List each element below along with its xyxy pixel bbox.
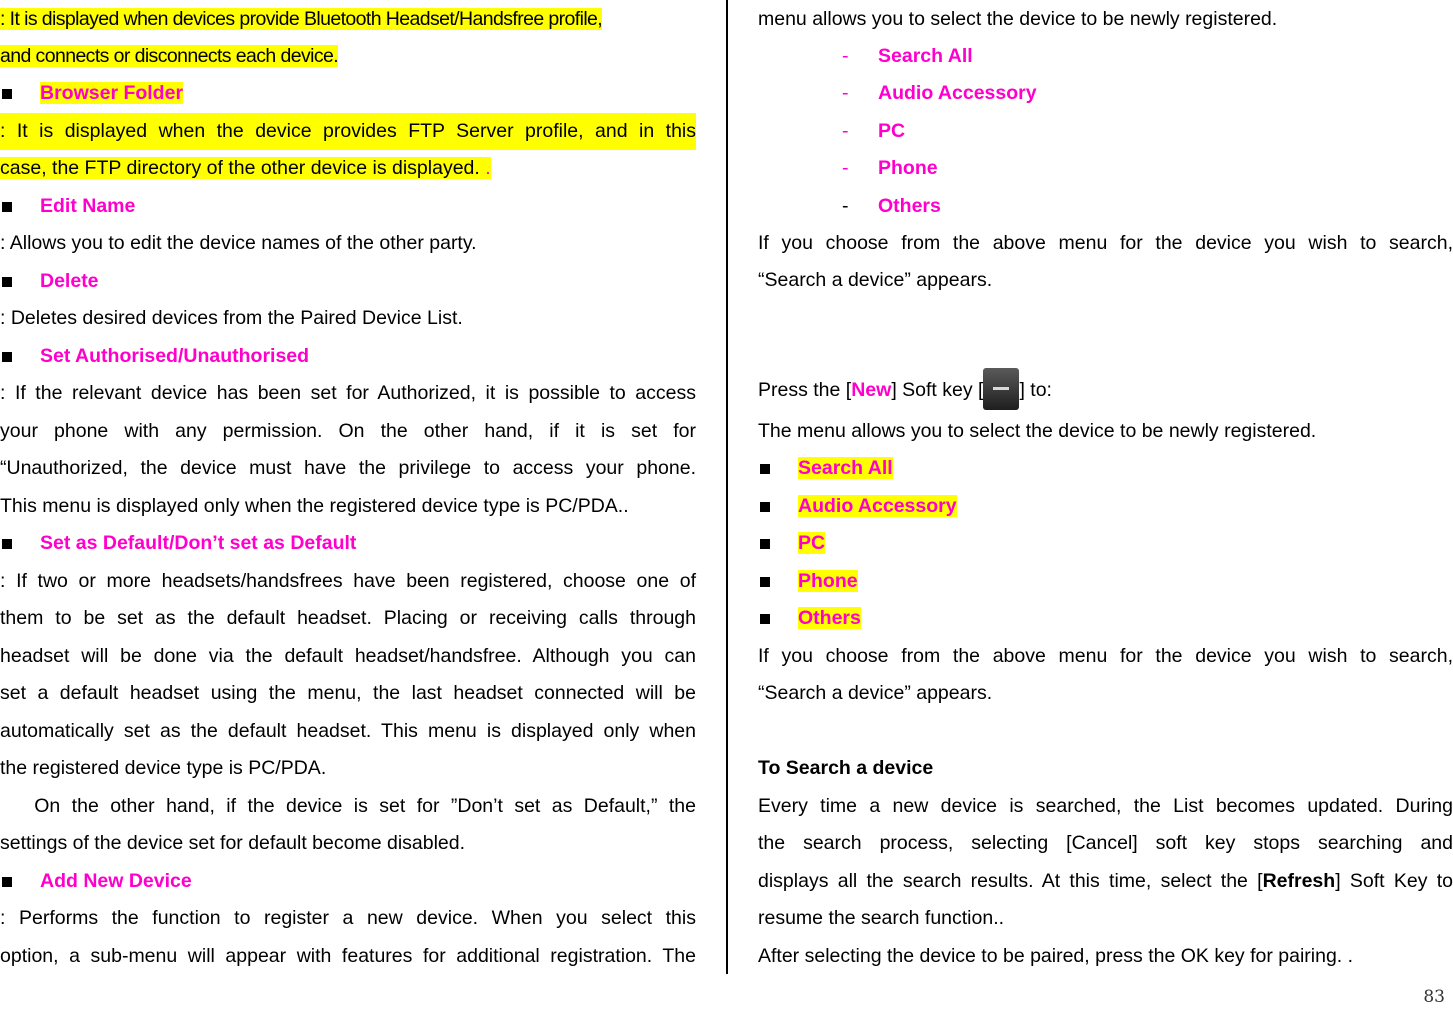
bullet-item bbox=[758, 600, 1453, 637]
dash-item bbox=[842, 188, 1453, 225]
dash-item bbox=[842, 150, 1453, 187]
to-search-line: the search process, selecting [Cancel] soft key stops searching and bbox=[758, 832, 1453, 854]
bullet-item-label: Phone bbox=[798, 570, 858, 592]
refresh-key-label: Refresh bbox=[1262, 870, 1336, 892]
bullet-item-label: Audio Accessory bbox=[798, 495, 957, 517]
section-title: Set Authorised/Unauthorised bbox=[40, 345, 310, 367]
set-default-desc-line: : If two or more headsets/handsfrees have been registered, choose one of bbox=[0, 570, 696, 592]
section-title: Delete bbox=[40, 270, 99, 292]
section-title: Browser Folder bbox=[40, 82, 184, 104]
bluetooth-headset-desc-line: and connects or disconnects each device. bbox=[0, 45, 339, 67]
set-default-desc-line: them to be set as the default headset. Placing or receiving calls through bbox=[0, 607, 696, 629]
browser-folder-desc-line: case, the FTP directory of the other device is displayed. bbox=[0, 157, 480, 179]
to-search-line-before: displays all the search results. At this time, select the [ bbox=[758, 870, 1263, 892]
square-bullet-icon bbox=[2, 877, 12, 887]
set-default-desc-line: automatically set as the default headset. This menu is displayed only when bbox=[0, 720, 696, 742]
square-bullet-icon bbox=[760, 539, 770, 549]
to-search-line: After selecting the device to be paired, press the OK key for pairing. . bbox=[758, 945, 1354, 967]
dash-item bbox=[842, 113, 1453, 150]
dash-item-label: Phone bbox=[878, 157, 938, 179]
press-new-line bbox=[758, 368, 1453, 405]
bluetooth-headset-desc-cont bbox=[0, 38, 696, 75]
new-key-label: New bbox=[851, 379, 892, 401]
square-bullet-icon bbox=[760, 614, 770, 624]
menu-intro: menu allows you to select the device to be newly registered. bbox=[758, 8, 1278, 30]
add-new-device-desc-line: : Performs the function to register a new device. When you select this bbox=[0, 907, 696, 929]
trailing-period: . bbox=[485, 157, 491, 179]
to-search-line-after: ] Soft Key to bbox=[1335, 870, 1453, 892]
dash-item-label: Audio Accessory bbox=[878, 82, 1037, 104]
dash-marker: - bbox=[842, 120, 849, 142]
to-search-line: Every time a new device is searched, the List becomes updated. During bbox=[758, 795, 1453, 817]
dash-marker: - bbox=[842, 157, 849, 179]
square-bullet-icon bbox=[2, 202, 12, 212]
set-default-desc-line: headset will be done via the default headset/handsfree. Although you can bbox=[0, 645, 696, 667]
dash-marker: - bbox=[842, 195, 849, 217]
press-new-before: Press the [ bbox=[758, 379, 852, 401]
search-note: If you choose from the above menu for the device you wish to search, bbox=[758, 232, 1453, 254]
square-bullet-icon bbox=[760, 502, 770, 512]
bluetooth-headset-desc bbox=[0, 1, 696, 38]
set-authorised-desc-line: This menu is displayed only when the registered device type is PC/PDA.. bbox=[0, 495, 629, 517]
column-divider bbox=[726, 0, 728, 974]
bullet-item bbox=[758, 563, 1453, 600]
section-title: Edit Name bbox=[40, 195, 136, 217]
square-bullet-icon bbox=[2, 89, 12, 99]
bullet-item-label: PC bbox=[798, 532, 826, 554]
dash-item-label: PC bbox=[878, 120, 906, 142]
dash-item bbox=[842, 75, 1453, 112]
browser-folder-desc-cont bbox=[0, 150, 696, 187]
dash-marker: - bbox=[842, 82, 849, 104]
bullet-item bbox=[758, 525, 1453, 562]
browser-folder-desc: : It is displayed when the device provides FTP Server profile, and in this bbox=[0, 113, 696, 150]
square-bullet-icon bbox=[2, 277, 12, 287]
add-new-device-desc-line: option, a sub-menu will appear with features for additional registration. The bbox=[0, 945, 696, 967]
menu-intro-2: The menu allows you to select the device to be newly registered. bbox=[758, 420, 1317, 442]
section-add-new-device bbox=[0, 863, 696, 900]
search-note-2-cont: “Search a device” appears. bbox=[758, 682, 993, 704]
edit-name-desc: : Allows you to edit the device names of the other party. bbox=[0, 232, 477, 254]
section-set-authorised bbox=[0, 338, 696, 375]
square-bullet-icon bbox=[2, 352, 12, 362]
set-default-desc-line: On the other hand, if the device is set for ”Don’t set as Default,” the bbox=[0, 795, 696, 817]
delete-desc: : Deletes desired devices from the Paired Device List. bbox=[0, 307, 463, 329]
section-browser-folder bbox=[0, 75, 696, 112]
to-search-line bbox=[758, 863, 1453, 900]
search-note-2: If you choose from the above menu for the device you wish to search, bbox=[758, 645, 1453, 667]
bullet-item bbox=[758, 488, 1453, 525]
dash-marker: - bbox=[842, 45, 849, 67]
dash-item-label: Search All bbox=[878, 45, 973, 67]
set-default-desc-line: set a default headset using the menu, the last headset connected will be bbox=[0, 682, 696, 704]
dash-item-label: Others bbox=[878, 195, 941, 217]
section-title: Set as Default/Don’t set as Default bbox=[40, 532, 357, 554]
bullet-item bbox=[758, 450, 1453, 487]
square-bullet-icon bbox=[760, 464, 770, 474]
new-softkey-icon bbox=[983, 368, 1019, 410]
set-default-desc-line: the registered device type is PC/PDA. bbox=[0, 757, 327, 779]
section-delete bbox=[0, 263, 696, 300]
section-set-default bbox=[0, 525, 696, 562]
bluetooth-headset-desc-line: : It is displayed when devices provide Bluetooth Headset/Handsfree profile, bbox=[0, 8, 603, 30]
section-title: Add New Device bbox=[40, 870, 192, 892]
square-bullet-icon bbox=[760, 577, 770, 587]
square-bullet-icon bbox=[2, 539, 12, 549]
to-search-heading: To Search a device bbox=[758, 757, 934, 779]
set-authorised-desc-line: “Unauthorized, the device must have the privilege to access your phone. bbox=[0, 457, 696, 479]
press-new-middle: ] Soft key [ bbox=[891, 379, 984, 401]
to-search-line: resume the search function.. bbox=[758, 907, 1005, 929]
press-new-after: ] to: bbox=[1019, 379, 1052, 401]
set-authorised-desc-line: : If the relevant device has been set for Authorized, it is possible to access bbox=[0, 382, 696, 404]
dash-item bbox=[842, 38, 1453, 75]
search-note-cont: “Search a device” appears. bbox=[758, 269, 993, 291]
set-default-desc-line: settings of the device set for default become disabled. bbox=[0, 832, 466, 854]
bullet-item-label: Others bbox=[798, 607, 861, 629]
page-number: 83 bbox=[1423, 987, 1445, 1007]
set-authorised-desc-line: your phone with any permission. On the other hand, if it is set for bbox=[0, 420, 696, 442]
bullet-item-label: Search All bbox=[798, 457, 893, 479]
section-edit-name bbox=[0, 188, 696, 225]
